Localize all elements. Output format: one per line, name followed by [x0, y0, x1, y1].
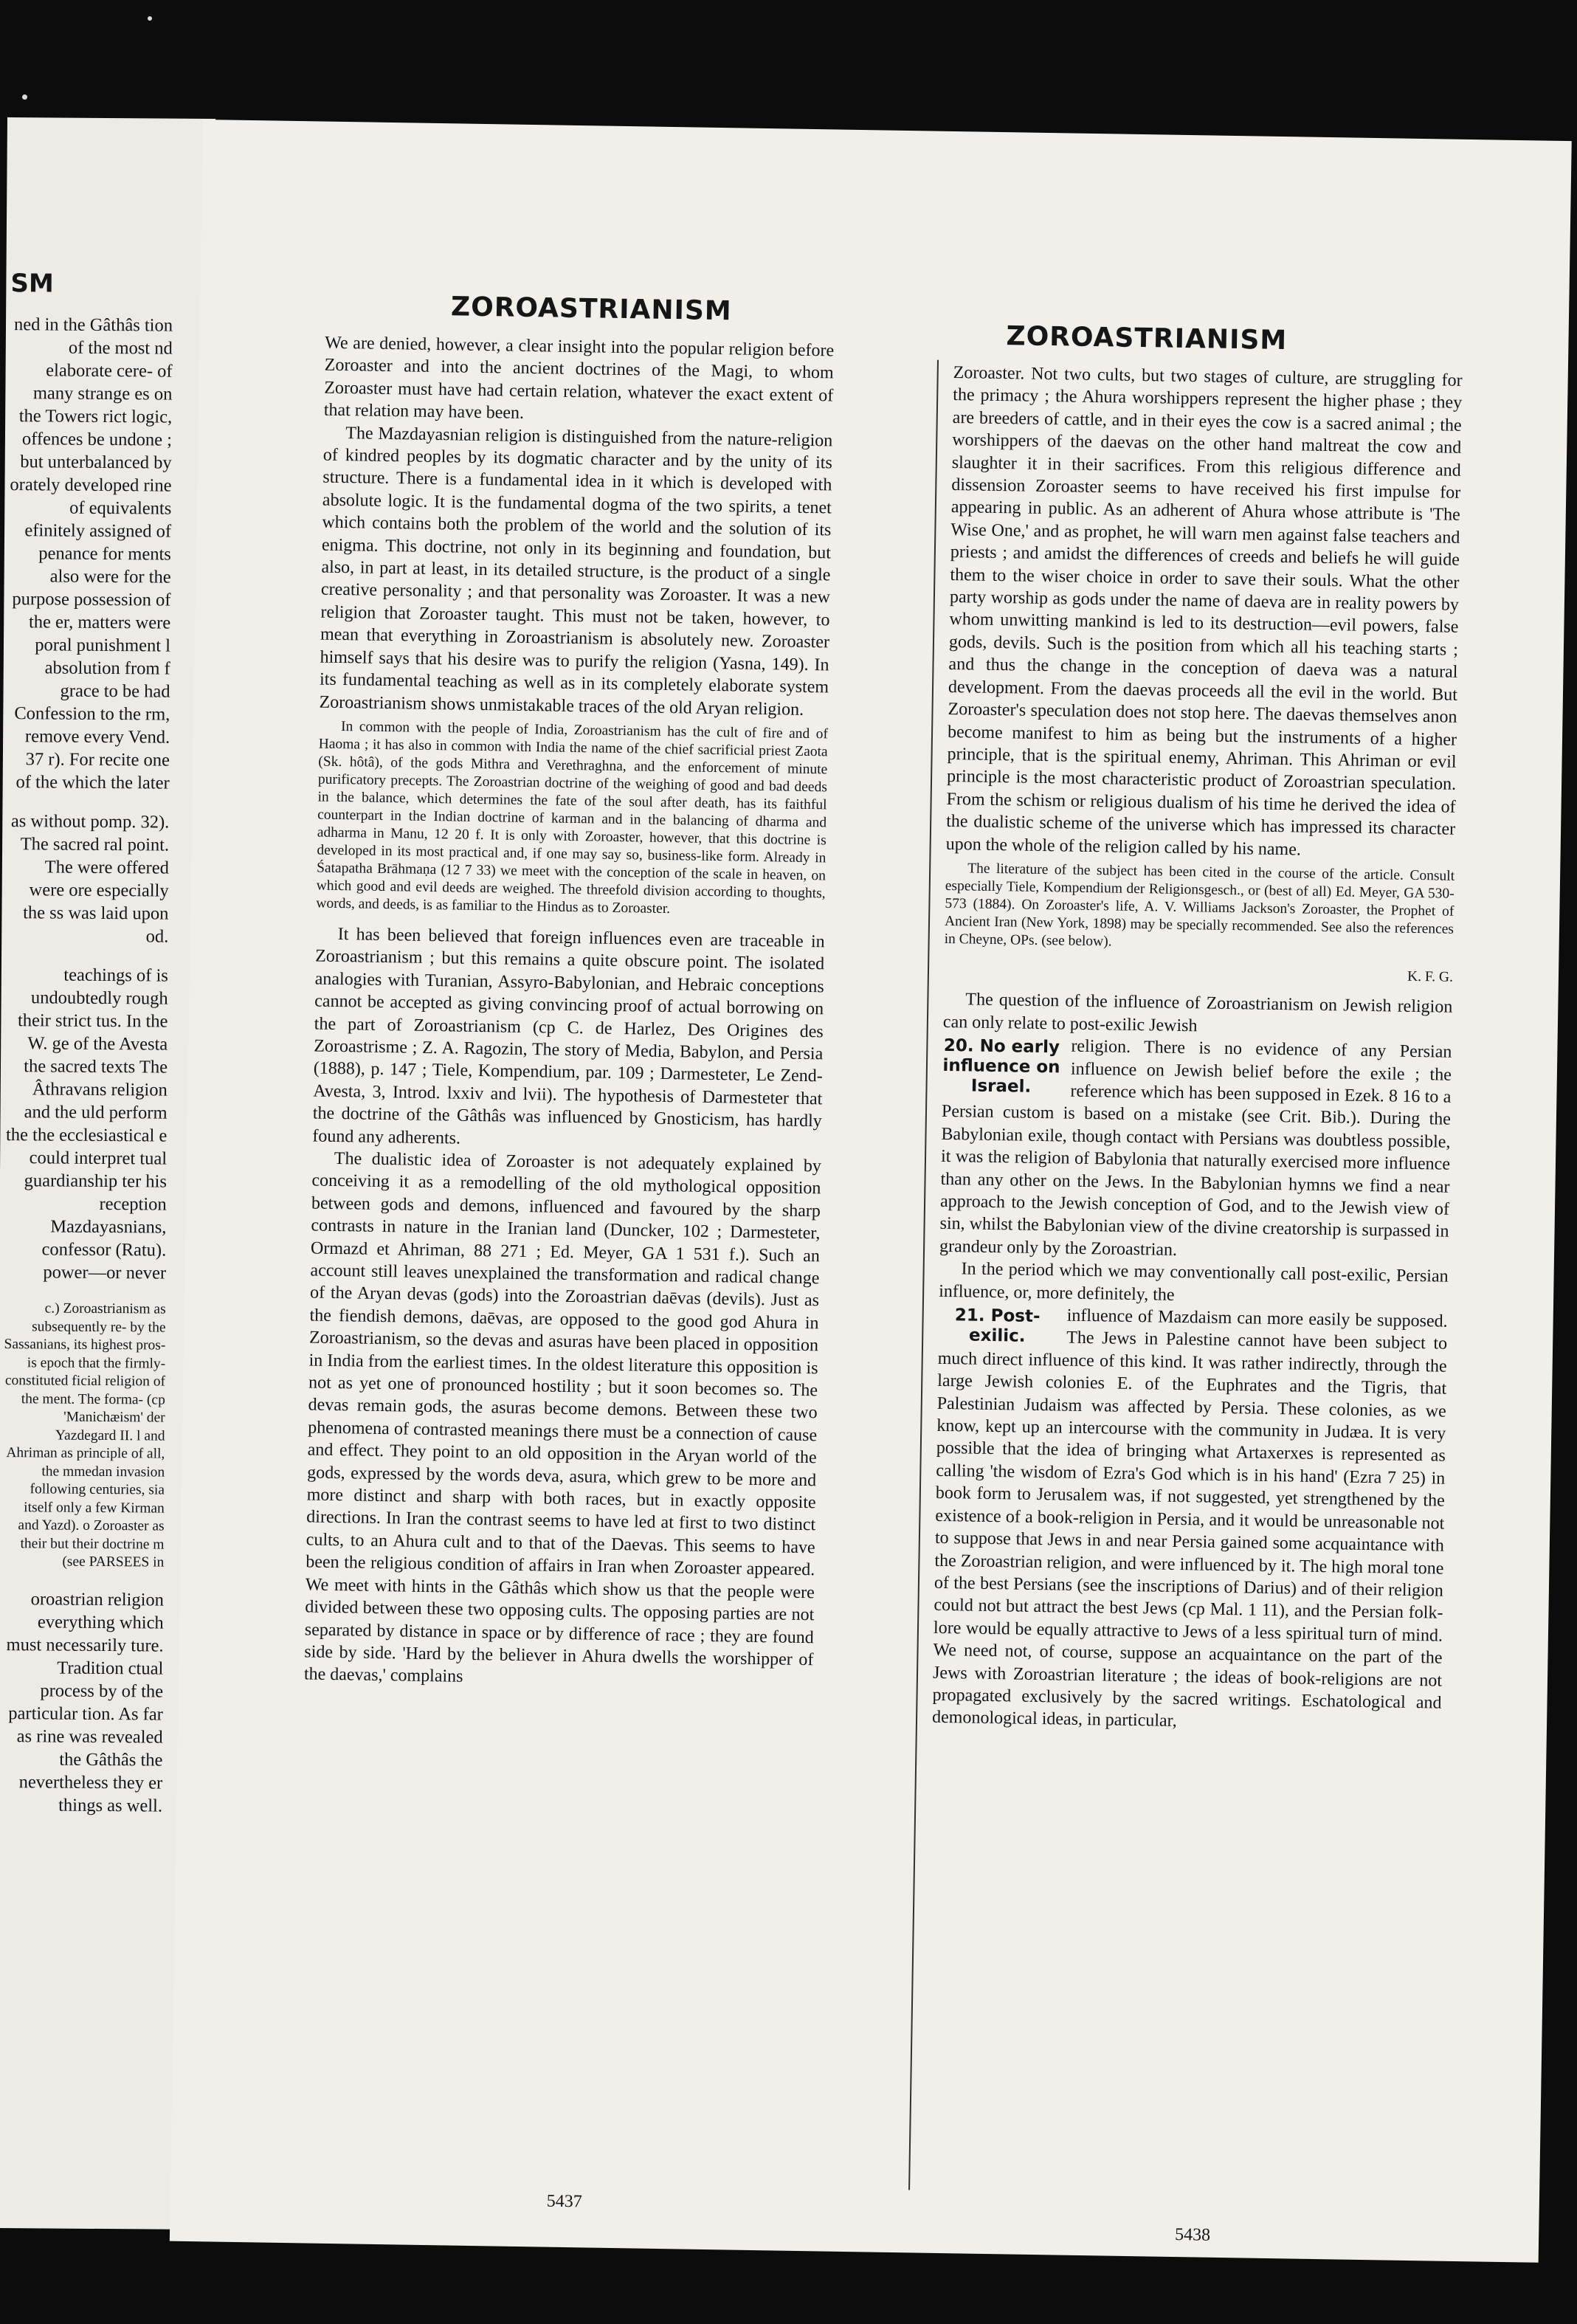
paragraph: It has been believed that foreign influences even are traceable in Zoroastrianism ; but this remains a quite obscure point. The isolated analogies with Turanian, Assyro-Babylonian, and Hebraic conceptions cannot be accepted as giving convincing proof of actual borrowing on the part of Zoroastrianism (cp C. de Harlez, Des Origines des Zoroastrisme ; Z. A. Ragozin, The story of Media, Babylon, and Persia (1888), p. 147 ; Tiele, Kompendium, par. 109 ; Darmesteter, Le Zend-Avesta, 3, Introd. lxxiv and lvii). The hypothesis of Darmesteter that the doctrine of the Gâthâs was influenced by Gnosticism, has hardly found any adherents. [312, 924, 825, 1148]
literature-note: The literature of the subject has been cited in the course of the article. Consult especially Tiele, Kompendium der Religionsgesch., or (best of all) Ed. Meyer, GA 530-573 (1884). On Zoroaster's life, A. V. Williams Jackson's Zoroaster, the Prophet of Ancient Iran (New York, 1898) may be specially recommended. See also the references in Cheyne, OPs. (see below). [944, 861, 1455, 950]
running-head-right: ZOROASTRIANISM [1006, 321, 1288, 356]
paragraph: The Mazdayasnian religion is distinguished from the nature-religion of kindred peoples by its dogmatic character and by the unity of its structure. There is a fundamental idea in it which is developed with absolute logic. It is the fundamental dogma of the two spirits, a tenet which contains both the problem of the world and the solution of its enigma. This doctrine, not only in its beginning and foundation, but also, in part at least, in its detailed structure, is the product of a single creative personality ; and that personality was Zoroaster. It was a new religion that Zoroaster taught. This must not be taken, however, to mean that everything in Zoroastrianism is absolutely new. Zoroaster himself says that his desire was to purify the religion (Yasna, 149). In its fundamental teaching as well as in its completely elaborate system Zoroastrianism shows unmistakable traces of the old Aryan religion. [319, 423, 833, 720]
paragraph: In the period which we may conventionally call post-exilic, Persian influence, or, more definitely, the [938, 1259, 1449, 1305]
paragraph: Zoroaster. Not two cults, but two stages of culture, are struggling for the primacy ; the Ahura worshippers represent the higher phase ; they are breeders of cattle, and in their eyes the cow is a sacred animal ; the worshippers of the daevas on the other hand maltreat the cow and slaughter it in their sacrifices. From this religious difference and dissension Zoroaster seems to have received his first impulse for appearing in public. As an adherent of Ahura whose attribute is 'The Wise One,' and as prophet, he will warn men against false teachers and priests ; and amidst the differences of creeds and beliefs he will guide them to the wiser choice in order to save their souls. What the other party worship as gods under the name of daeva are in reality powers by whom unwitting mankind is led to its destruction—evil powers, false gods, devils. Such is the position from which all his teaching starts ; and thus the change in the conception of daeva was a natural development. From the daevas proceeds all the evil in the world. But Zoroaster's speculation does not stop here. The daevas themselves anon become manifest to him as being but the instruments of a higher principle, that is the spiritual enemy, Ahriman. This Ahriman or evil principle is the most characteristic product of Zoroastrian speculation. From the schism or religious dualism of his time he derived the idea of the dualistic scheme of the universe which has impressed its character upon the whole of the religion called by his name. [945, 363, 1463, 860]
paragraph-text: influence of Mazdaism can more easily be supposed. The Jews in Palestine cannot have been subject to much direct influence of this kind. It was rather indirectly, through the large Jewish colonies E. of the Euphrates and the Tigris, that Palestinian Judaism was affected by Persia. These colonies, as we know, kept up an intercourse with the community in Judæa. It is very possible that the idea of bringing what Artaxerxes is represented as calling 'the wisdom of Ezra's God which is in his hand' (Ezra 7 25) in book form to Jerusalem was, if not suggested, yet strengthened by the existence of a book-religion in Persia, and it would be unreasonable not to suppose that Jews in and near Persia gained some acquaintance with the Zoroastrian religion, and were influenced by it. The high moral tone of the best Persians (see the inscriptions of Darius) and of their religion could not but attract the best Jews (cp Mal. 1 11), and the Persian folk-lore would be equally attractive to Jews of a less spiritual turn of mind. We need not, of course, suppose an acquaintance on the part of the Jews with Zoroastrian literature ; the ideas of book-religions are not propagated exclusively by the sacred writings. Eschatological and demonological ideas, in particular, [931, 1306, 1448, 1731]
left-paragraph: oroastrian religion everything which must necessarily ture. Tradition ctual process by of the particular tion. As far as rine was revealed the Gâthâs the nevertheless they er things as well. [6, 1588, 165, 1816]
running-head-left: ZOROASTRIANISM [450, 292, 733, 327]
footnote-paragraph: In common with the people of India, Zoroastrianism has the cult of fire and of Haoma ; it has also in common with India the name of the chief sacrificial priest Zaota (Sk. hôtâ), of the gods Mithra and Verethraghna, and the enforcement of minute purificatory precepts. The Zoroastrian doctrine of the weighing of good and bad deeds in the balance, which determines the fate of the soul after death, has its faithful counterpart in the Indian doctrine of karman and in the balancing of dharma and adharma in Manu, 12 20 f. It is only with Zoroaster, however, that this doctrine is developed in its most practical and, if one may say so, business-like form. Already in Śatapatha Brāhmaṇa (12 7 33) we meet with the conception of the scale in heaven, on which good and evil deeds are weighed. The threefold division according to thoughts, words, and deeds, is as familiar to the Hindus as to Zoroaster. [316, 718, 829, 917]
page-number-left: 5437 [546, 2191, 582, 2212]
dust-mark [148, 16, 152, 21]
main-page [170, 120, 1572, 2263]
paragraph: The dualistic idea of Zoroaster is not adequately explained by conceiving it as a remodelling of the old mythological opposition between gods and demons, influenced and favoured by the sharp contrasts in nature in the Iranian land (Duncker, 102 ; Darmesteter, Ormazd et Ahriman, 88 271 ; Ed. Meyer, GA 1 531 f.). Such an account still leaves unexplained the transformation and radical change of the Aryan devas (gods) into the Zoroastrian daēvas (devils). Just as the fiendish demons, daēvas, are opposed to the good god Ahura in Zoroastrianism, so the devas and asuras have been placed in opposition in India from the earliest times. In the oldest literature this opposition is not as yet one of pronounced hostility ; but it soon becomes so. The devas remain gods, the asuras become demons. Between these two phenomena of contrasted meanings there must be a connection of cause and effect. They point to an old opposition in the Aryan world of the gods, expressed by the words deva, asura, which grew to be more and more distinct and sharp with both races, but in exactly opposite directions. In Iran the contrast seems to have led at first to two distinct cults, to an Ahura cult and to that of the Daevas. This seems to have been the religious condition of affairs in Iran when Zoroaster appeared. We meet with hints in the Gâthâs which show us that the people were divided between these two opposing cults. The opposing parties are not separated by distance in space or by difference of race ; they are found side by side. 'Hard by the believer in Ahura dwells the worshipper of the daevas,' complains [303, 1148, 822, 1687]
page-number-right: 5438 [1174, 2225, 1211, 2245]
left-page-text [0, 313, 173, 1833]
left-column [304, 332, 835, 1694]
paragraph: We are denied, however, a clear insight into the popular religion before Zoroaster and into the ancient doctrines of the Magi, to whom Zoroaster must have had certain relation, whatever the exact extent of that relation may have been. [323, 333, 835, 424]
left-paragraph: as without pomp. 32). The sacred ral point. The were offered were ore especially the ss was laid upon od. [10, 811, 170, 947]
left-note: c.) Zoroastrianism as subsequently re- by the Sassanians, its highest pros- is epoch that the firmly-constituted ficial religion of the ment. The forma- (cp 'Manichæism' der Yazdegard II. l and Ahriman as principle of all, the mmedan invasion following centuries, sia itself only a few Kirman and Yazd). o Zoroaster as their but their doctrine m (see PARSEES in [4, 1300, 166, 1570]
section-heading-20: 20. No early influence on Israel. [942, 1036, 1060, 1097]
left-page-heading: SM [10, 269, 54, 299]
paragraph-with-sidehead [939, 1033, 1452, 1266]
author-signature: K. F. G. [1407, 968, 1454, 985]
section-heading-21: 21. Post-exilic. [954, 1306, 1041, 1346]
dust-mark [22, 94, 27, 100]
column-rule [908, 360, 939, 2190]
right-column [932, 362, 1463, 1737]
paragraph-text: religion. There is no evidence of any Persian influence on Jewish belief before the exile ; the reference which has been supposed in Ezek. 8 16 to a Persian custom is based on a mistake (see Crit. Bib.). During the Babylonian exile, though contact with Persians was doubtless possible, it was the religion of Babylonia that naturally exercised more influence than any other on the Jews. In the Babylonian hymns we find a near approach to the Jewish conception of God, and to the Jewish view of sin, whilst the Babylonian view of the divine creatorship is surpassed in grandeur only by the Zoroastrian. [939, 1036, 1452, 1260]
left-paragraph: teachings of is undoubtedly rough their strict tus. In the W. ge of the Avesta the sacred texts The Âthravans religion and the uld perform the the ecclesiastical e could interpret tual guardianship ter his reception Mazdayasnians, confessor (Ratu). power—or never [5, 965, 168, 1283]
paragraph-with-sidehead [932, 1303, 1448, 1737]
left-paragraph: ned in the Gâthâs tion of the most nd elaborate cere- of many strange es on the Towers rict logic, offences be undone ; but unterbalanced by orately developed rine of equivalents efinitely assigned of penance for ments also were for the purpose possession of the er, matters were poral punishment l absolution from f grace to be had Confession to the rm, remove every Vend. 37 r). For recite one of the which the later [10, 314, 173, 793]
paragraph: The question of the influence of Zoroastrianism on Jewish religion can only relate to post-exilic Jewish [942, 990, 1453, 1036]
